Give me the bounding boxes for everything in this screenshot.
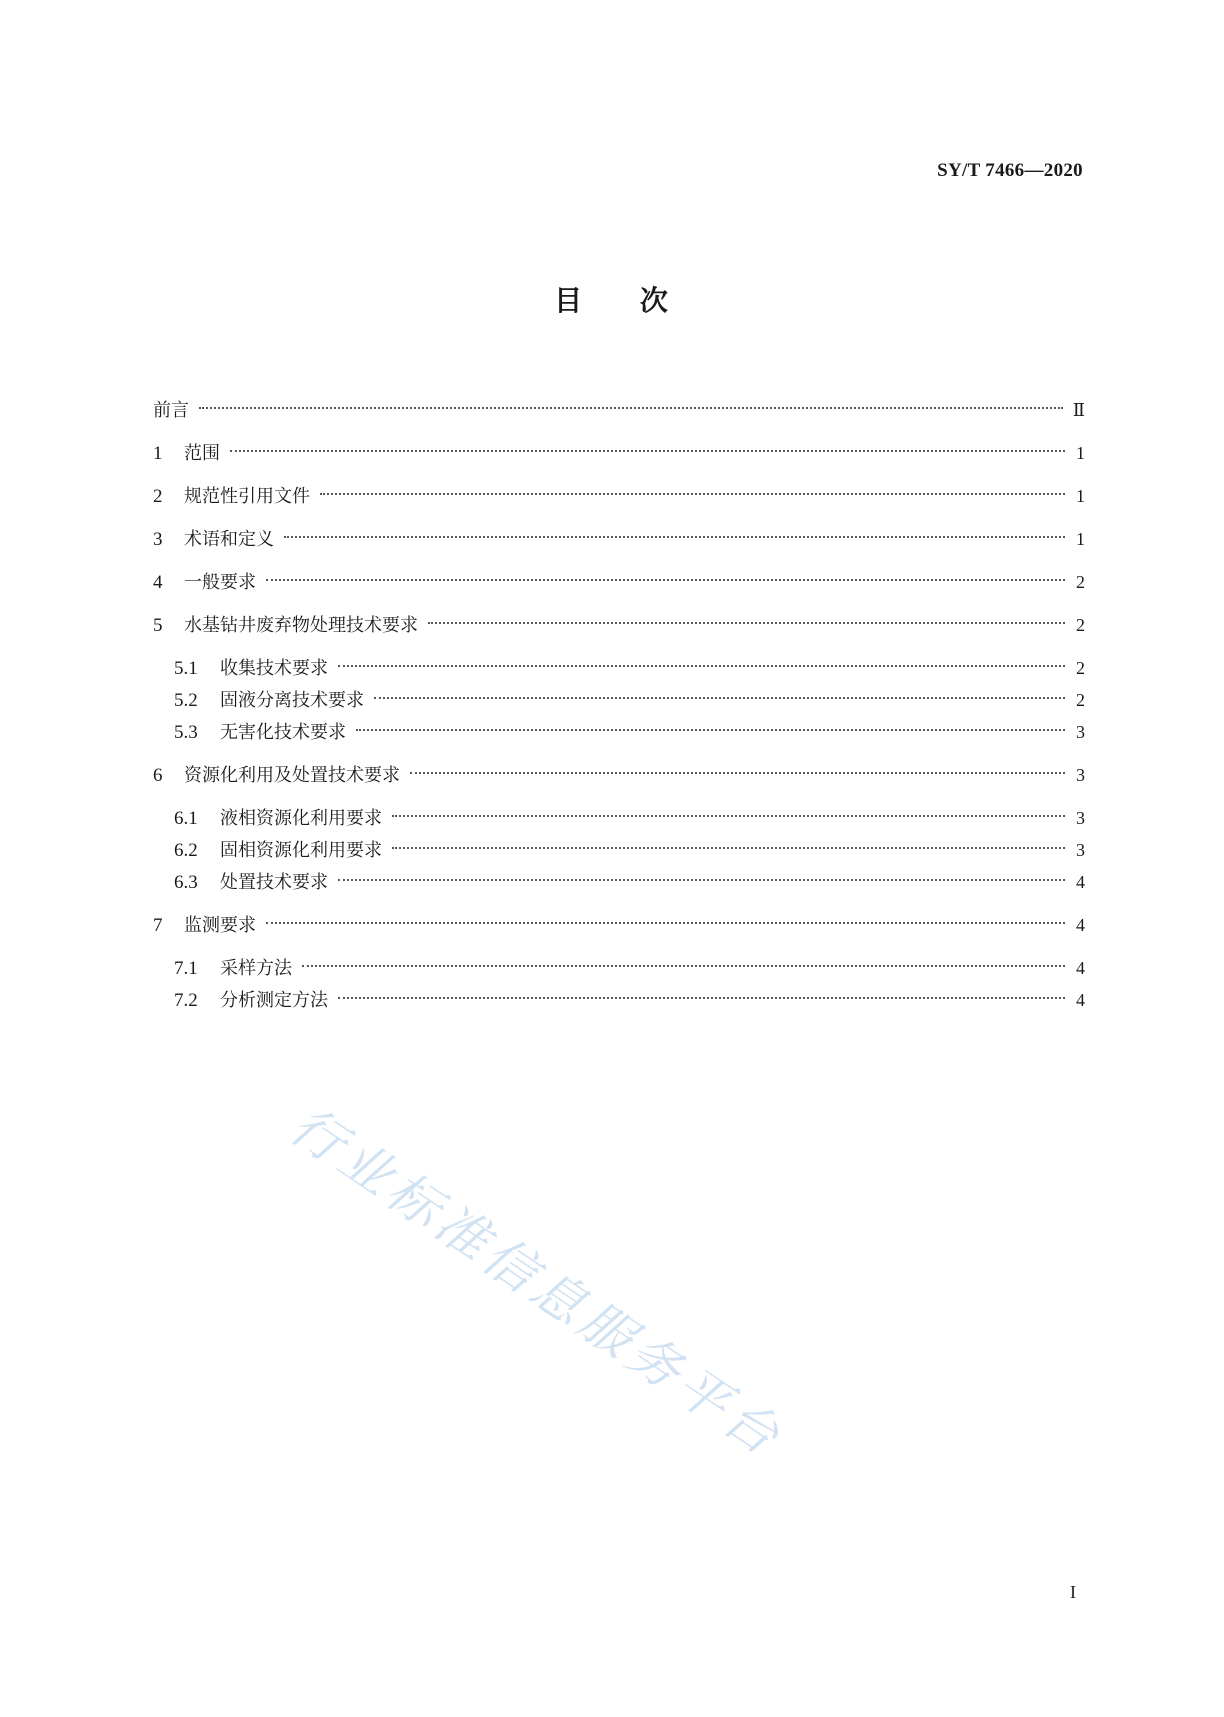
toc-entry-number: 6.1 (174, 808, 198, 829)
toc-entry-7[interactable] (153, 909, 1085, 941)
toc-entry-number: 4 (153, 572, 163, 593)
toc-entry-4[interactable] (153, 566, 1085, 598)
toc-entry-number: 5.2 (174, 690, 198, 711)
toc-entry-page: 1 (1076, 443, 1085, 463)
toc-entry-number: 1 (153, 443, 163, 464)
toc-entry-number: 7.2 (174, 990, 198, 1011)
toc-entry-number: 5 (153, 615, 163, 636)
toc-entry-number: 3 (153, 529, 163, 550)
toc-entry-1[interactable] (153, 437, 1085, 469)
toc-entry-label: 规范性引用文件 (184, 486, 310, 507)
toc-entry-7-2[interactable] (153, 984, 1085, 1016)
toc-entry-number: 5.3 (174, 722, 198, 743)
toc-entry-5-3[interactable] (153, 716, 1085, 748)
toc-entry-page: 2 (1076, 572, 1085, 592)
toc-entry-label: 前言 (153, 400, 189, 421)
page-title: 目 次 (554, 284, 670, 317)
toc-entry-page: 4 (1076, 872, 1085, 892)
toc-entry-7-1[interactable] (153, 952, 1085, 984)
toc-dot-leader (392, 847, 1065, 849)
toc-dot-leader (266, 922, 1065, 924)
toc-dot-leader (230, 450, 1065, 452)
toc-dot-leader (302, 965, 1065, 967)
toc-entry-page: 4 (1076, 915, 1085, 935)
toc-entry-5-1[interactable] (153, 652, 1085, 684)
toc-dot-leader (356, 729, 1065, 731)
toc-entry-number: 5.1 (174, 658, 198, 679)
toc-entry-page: 4 (1076, 958, 1085, 978)
toc-dot-leader (338, 665, 1065, 667)
toc-entry-label: 水基钻井废弃物处理技术要求 (184, 615, 418, 636)
toc-entry-label: 固液分离技术要求 (220, 690, 364, 711)
toc-entry-page: 1 (1076, 529, 1085, 549)
toc-entry-label: 术语和定义 (184, 529, 274, 550)
toc-dot-leader (266, 579, 1065, 581)
toc-dot-leader (428, 622, 1065, 624)
toc-entry-number: 7.1 (174, 958, 198, 979)
toc-dot-leader (374, 697, 1065, 699)
toc-dot-leader (410, 772, 1065, 774)
toc-entry-label: 采样方法 (220, 958, 292, 979)
watermark: 行业标准信息服务平台 (279, 1095, 794, 1470)
toc-dot-leader (320, 493, 1065, 495)
page-number: I (1070, 1582, 1076, 1602)
toc-entry-page: 1 (1076, 486, 1085, 506)
toc-entry-number: 6.3 (174, 872, 198, 893)
toc-entry-label: 处置技术要求 (220, 872, 328, 893)
toc-dot-leader (338, 879, 1065, 881)
toc-entry-6[interactable] (153, 759, 1085, 791)
toc-entry-page: 2 (1076, 615, 1085, 635)
toc-entry-label: 固相资源化利用要求 (220, 840, 382, 861)
toc-entry-number: 2 (153, 486, 163, 507)
toc-entry-page: 3 (1076, 765, 1085, 785)
table-of-contents (153, 394, 1085, 1016)
toc-entry-2[interactable] (153, 480, 1085, 512)
toc-entry-6-3[interactable] (153, 866, 1085, 898)
toc-entry-preface[interactable] (153, 394, 1085, 426)
toc-entry-number: 7 (153, 915, 163, 936)
toc-entry-label: 监测要求 (184, 915, 256, 936)
toc-entry-page: 3 (1076, 808, 1085, 828)
toc-entry-label: 一般要求 (184, 572, 256, 593)
toc-entry-number: 6 (153, 765, 163, 786)
standard-code: SY/T 7466—2020 (937, 160, 1083, 181)
toc-dot-leader (199, 407, 1063, 409)
toc-entry-page: 2 (1076, 658, 1085, 678)
toc-entry-label: 资源化利用及处置技术要求 (184, 765, 400, 786)
toc-entry-5-2[interactable] (153, 684, 1085, 716)
toc-entry-page: 4 (1076, 990, 1085, 1010)
toc-entry-label: 无害化技术要求 (220, 722, 346, 743)
toc-entry-6-2[interactable] (153, 834, 1085, 866)
toc-entry-page: 3 (1076, 840, 1085, 860)
toc-entry-page: Ⅱ (1072, 400, 1085, 420)
toc-entry-label: 分析测定方法 (220, 990, 328, 1011)
toc-entry-page: 3 (1076, 722, 1085, 742)
toc-dot-leader (284, 536, 1065, 538)
toc-entry-5[interactable] (153, 609, 1085, 641)
toc-entry-3[interactable] (153, 523, 1085, 555)
toc-entry-label: 液相资源化利用要求 (220, 808, 382, 829)
toc-dot-leader (392, 815, 1065, 817)
toc-entry-number: 6.2 (174, 840, 198, 861)
toc-entry-label: 收集技术要求 (220, 658, 328, 679)
toc-entry-page: 2 (1076, 690, 1085, 710)
toc-entry-label: 范围 (184, 443, 220, 464)
toc-entry-6-1[interactable] (153, 802, 1085, 834)
toc-dot-leader (338, 997, 1065, 999)
